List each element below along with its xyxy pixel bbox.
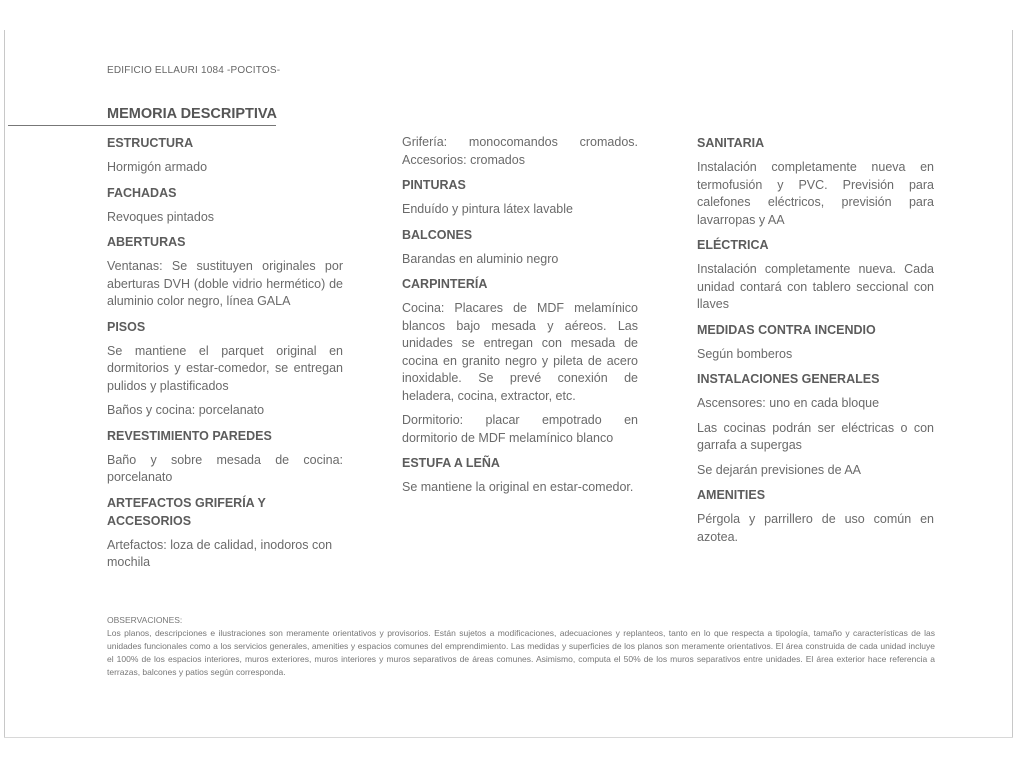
observaciones-text: Los planos, descripciones e ilustraciones son meramente orientativos y provisorios. Están sujetos a modificaciones, adecuaciones y replanteos, tanto en lo que respecta a tipología, tamaño y características de las unidades funcionales como a los servicios generales, amenities y espacios comunes del emprendimiento. Las medidas y superficies de los planos son meramente orientativos. El área construida de cada unidad incluye el 100% de los espacios interiores, muros exteriores, muros interiores y muros separativos de áreas comunes. Asimismo, computa el 50% de los muros separativos entre unidades. El área exterior hace referencia a terrazas, balcones y patios según corresponda. [107, 628, 935, 677]
text-carpinteria-1: Cocina: Placares de MDF melamínico blancos bajo mesada y aéreos. Las unidades se entregan con mesada de cocina en granito negro y pileta de acero inoxidable. Se prevé conexión de heladera, cocina, extractor, etc. [402, 301, 638, 403]
text-amenities: Pérgola y parrillero de uso común en azotea. [697, 512, 934, 544]
text-generales-1: Ascensores: uno en cada bloque [697, 396, 880, 410]
text-estufa: Se mantiene la original en estar-comedor. [402, 480, 634, 494]
text-artefactos: Artefactos: loza de calidad, inodoros con mochila [107, 537, 333, 569]
document-header: EDIFICIO ELLAURI 1084 -POCITOS- [107, 65, 281, 76]
observaciones-label: OBSERVACIONES: [107, 615, 183, 625]
page-border-bottom [4, 737, 1013, 738]
heading-incendio: MEDIDAS CONTRA INCENDIO [697, 322, 876, 337]
text-balcones: Barandas en aluminio negro [402, 251, 559, 266]
heading-pisos: PISOS [107, 319, 146, 334]
text-sanitaria: Instalación completamente nueva en termofusión y PVC. Previsión para calefones eléctricos, previsión para lavarropas y AA [697, 160, 934, 227]
text-generales-3: Se dejarán previsiones de AA [697, 462, 861, 477]
column-1 [107, 134, 343, 579]
text-incendio: Según bomberos [697, 346, 793, 361]
heading-electrica: ELÉCTRICA [697, 238, 769, 252]
text-carpinteria-2: Dormitorio: placar empotrado en dormitorio de MDF melamínico blanco [402, 413, 638, 445]
heading-sanitaria: SANITARIA [697, 136, 765, 150]
heading-instalaciones-generales: INSTALACIONES GENERALES [697, 372, 880, 386]
text-generales-2: Las cocinas podrán ser eléctricas o con garrafa a supergas [697, 420, 934, 452]
title-underline [8, 125, 276, 126]
heading-balcones: BALCONES [402, 227, 473, 242]
heading-artefactos: ARTEFACTOS GRIFERÍA Y ACCESORIOS [107, 495, 266, 528]
text-pisos-1: Se mantiene el parquet original en dormitorios y estar-comedor, se entregan pulidos y plastificados [107, 343, 343, 393]
heading-estructura: ESTRUCTURA [107, 136, 194, 150]
text-estructura: Hormigón armado [107, 160, 208, 174]
column-3 [697, 134, 934, 553]
text-revestimiento: Baño y sobre mesada de cocina: porcelanato [107, 452, 343, 484]
page-border-left [4, 30, 5, 738]
text-electrica: Instalación completamente nueva. Cada unidad contará con tablero seccional con llaves [697, 262, 934, 311]
heading-revestimiento: REVESTIMIENTO PAREDES [107, 428, 272, 443]
text-aberturas: Ventanas: Se sustituyen originales por aberturas DVH (doble vidrio hermético) de aluminio color negro, línea GALA [107, 259, 343, 308]
heading-amenities: AMENITIES [697, 488, 766, 502]
column-2 [402, 134, 638, 504]
text-fachadas: Revoques pintados [107, 209, 215, 224]
heading-carpinteria: CARPINTERÍA [402, 277, 488, 291]
text-pinturas: Enduído y pintura látex lavable [402, 202, 573, 216]
observaciones-block [107, 614, 935, 679]
text-griferia: Grifería: monocomandos cromados. Accesorios: cromados [402, 135, 638, 167]
text-pisos-2: Baños y cocina: porcelanato [107, 403, 265, 417]
heading-estufa: ESTUFA A LEÑA [402, 456, 500, 470]
heading-pinturas: PINTURAS [402, 178, 466, 192]
heading-aberturas: ABERTURAS [107, 235, 186, 249]
document-title: MEMORIA DESCRIPTIVA [107, 106, 277, 122]
page-border-right [1012, 30, 1013, 738]
heading-fachadas: FACHADAS [107, 185, 177, 200]
